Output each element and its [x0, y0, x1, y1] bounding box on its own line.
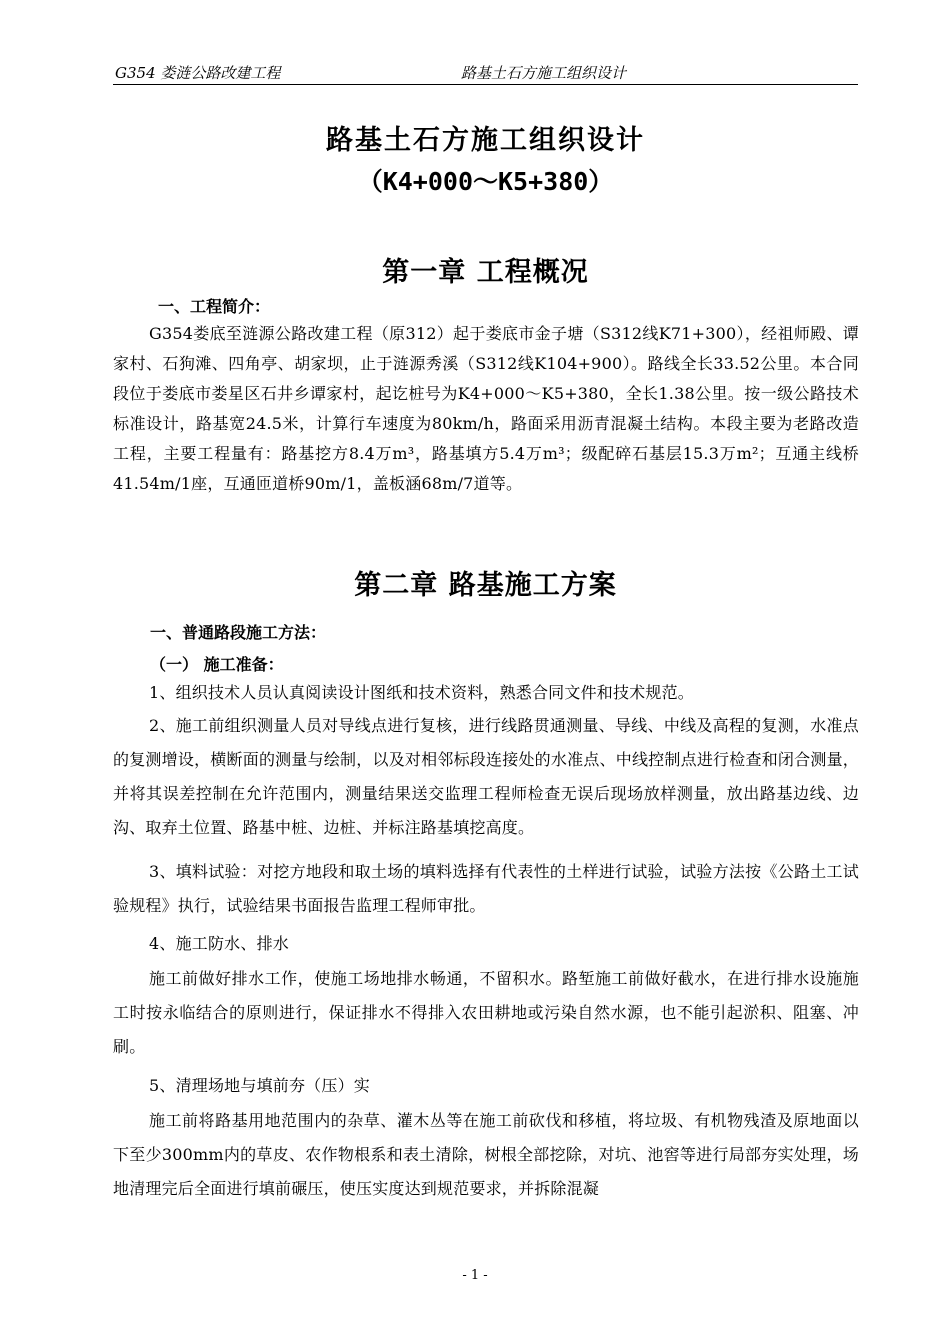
- header-document-title: 路基土石方施工组织设计: [461, 64, 627, 82]
- paragraph-prep-4-heading: 4、施工防水、排水: [149, 934, 289, 953]
- page-number: - 1 -: [462, 1268, 488, 1283]
- paragraph-prep-2: 2、施工前组织测量人员对导线点进行复核，进行线路贯通测量、导线、中线及高程的复测，水准点的复测增设，横断面的测量与绘制，以及对相邻标段连接处的水准点、中线控制点进行检查和闭合测量，并将其误差控制在允许范围内，测量结果送交监理工程师检查无误后现场放样测量，放出路基边线、边沟、取弃土位置、路基中桩、边桩、并标注路基填挖高度。: [113, 716, 859, 837]
- document-title: 路基土石方施工组织设计: [326, 125, 645, 156]
- section-heading-normal-road: 一、普通路段施工方法：: [150, 623, 327, 642]
- paragraph-project-intro: G354娄底至涟源公路改建工程（原312）起于娄底市金子塘（S312线K71+300），经祖师殿、谭家村、石狗滩、四角亭、胡家坝，止于涟源秀溪（S312线K104+900）。路线全长33.52公里。本合同段位于娄底市娄星区石井乡谭家村，起讫桩号为K4+000～K5+380，全长1.38公里。按一级公路技术标准设计，路基宽24.5米，计算行车速度为80km/h，路面采用沥青混凝土结构。本段主要为老路改造工程，主要工程量有：路基挖方8.4万m³，路基填方5.4万m³；级配碎石基层15.3万m²；互通主线桥41.54m/1座，互通匝道桥90m/1，盖板涵68m/7道等。: [113, 324, 859, 493]
- paragraph-prep-4-body: 施工前做好排水工作，使施工场地排水畅通，不留积水。路堑施工前做好截水，在进行排水设施施工时按永临结合的原则进行，保证排水不得排入农田耕地或污染自然水源，也不能引起淤积、阻塞、冲刷。: [113, 969, 859, 1056]
- header-project-name: G354 娄涟公路改建工程: [115, 64, 281, 82]
- paragraph-prep-5-heading: 5、清理场地与填前夯（压）实: [149, 1076, 370, 1095]
- chapter-1-heading: 第一章 工程概况: [382, 257, 589, 288]
- page-header: [113, 58, 858, 85]
- document-chainage-range: （K4+000～K5+380）: [357, 167, 614, 196]
- subsection-heading-preparation: （一） 施工准备：: [150, 655, 284, 674]
- paragraph-prep-1: 1、组织技术人员认真阅读设计图纸和技术资料，熟悉合同文件和技术规范。: [149, 683, 694, 702]
- section-heading-project-intro: 一、工程简介：: [158, 297, 271, 316]
- paragraph-prep-5-body: 施工前将路基用地范围内的杂草、灌木丛等在施工前砍伐和移植，将垃圾、有机物残渣及原地面以下至少300mm内的草皮、农作物根系和表土清除，树根全部挖除，对坑、池窖等进行局部夯实处理，场地清理完后全面进行填前碾压，使压实度达到规范要求，并拆除混凝: [113, 1111, 859, 1198]
- chapter-2-heading: 第二章 路基施工方案: [354, 570, 617, 601]
- paragraph-prep-3: 3、填料试验：对挖方地段和取土场的填料选择有代表性的土样进行试验，试验方法按《公路土工试验规程》执行，试验结果书面报告监理工程师审批。: [113, 862, 859, 915]
